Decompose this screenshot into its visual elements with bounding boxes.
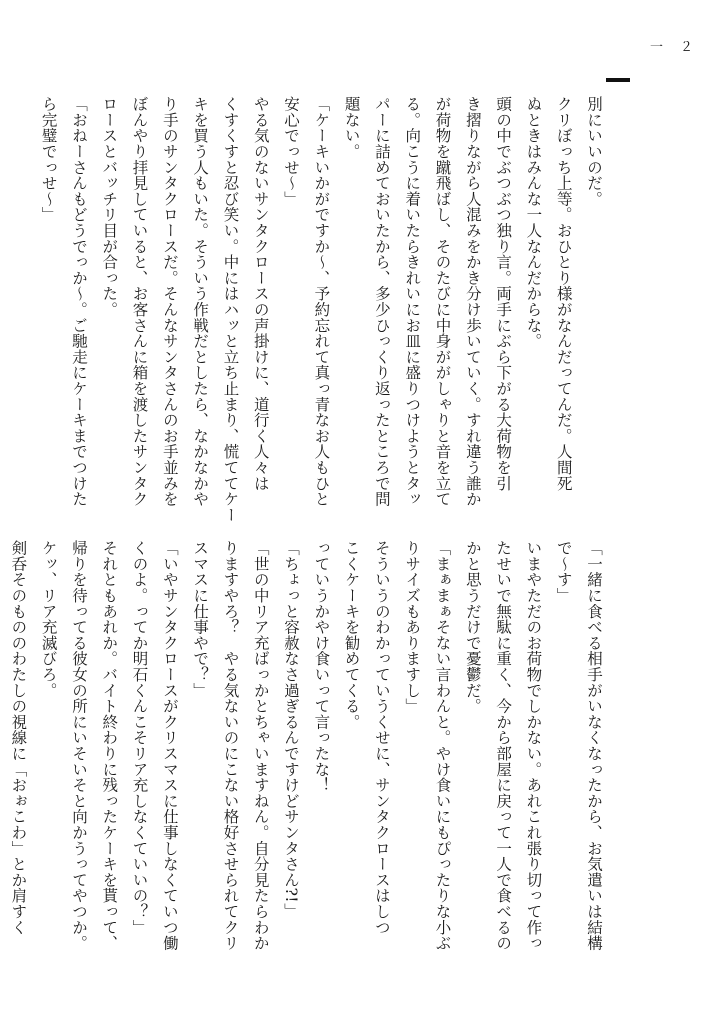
text-line: こくケーキを勧めてくる。 bbox=[342, 540, 361, 730]
text-line: で～す」 bbox=[554, 540, 573, 604]
text-line: が荷物を蹴飛ばし、そのたびに中身ががしゃりと音を立て bbox=[433, 96, 452, 507]
text-line: り手のサンタクロースだ。そんなサンタさんのお手並みを bbox=[160, 96, 179, 507]
text-line: たせいで無駄に重く、今から部屋に戻って一人で食べるの bbox=[494, 540, 513, 951]
text-line: 安心でっせ～」 bbox=[282, 96, 301, 207]
text-line: 「まぁまぁそない言わんと。やけ食いにもぴったりな小ぶ bbox=[433, 540, 452, 951]
upper-text-block bbox=[39, 96, 609, 523]
text-line: パーに詰めておいたから、多少ひっくり返ったところで問 bbox=[372, 96, 391, 507]
text-line: っていうかやけ食いって言ったな！ bbox=[312, 540, 331, 793]
text-line: る。向こうに着いたらきれいにお皿に盛りつけようとタッ bbox=[403, 96, 422, 507]
text-line: くのよ。ってか明石くんこそリア充しなくていいの？」 bbox=[130, 540, 149, 935]
text-line: いまやただのお荷物でしかない。あれこれ張り切って作っ bbox=[524, 540, 543, 951]
text-line: ぬときはみんな一人なんだからな。 bbox=[524, 96, 543, 349]
text-line: ら完璧でっせ～」 bbox=[39, 96, 58, 223]
text-line: 別にいいのだ。 bbox=[585, 96, 603, 207]
text-line: 「おねーさんもどうでっか～。ご馳走にケーキまでつけた bbox=[69, 96, 88, 507]
text-line: やる気のないサンタクロースの声掛けに、道行く人々は bbox=[251, 96, 270, 491]
text-line: 題ない。 bbox=[342, 96, 361, 160]
text-line: そういうのわかっていうくせに、サンタクロースはしつ bbox=[372, 540, 391, 935]
text-line: 頭の中でぶつぶつ独り言。両手にぶら下がる大荷物を引 bbox=[494, 96, 513, 491]
page-number: 一 ２ bbox=[649, 40, 695, 55]
text-line: 帰りを待ってる彼女の所にいそいそと向かうってやつか。 bbox=[69, 540, 88, 951]
text-line: ケッ、リア充滅びろ。 bbox=[39, 540, 58, 698]
text-line: くすくすと忍び笑い。中にはハッと立ち止まり、慌ててケー bbox=[221, 96, 240, 523]
text-line: 「世の中リア充ばっかとちゃいますねん。自分見たらわか bbox=[251, 540, 270, 951]
text-line: ぼんやり拝見していると、お客さんに箱を渡したサンタク bbox=[130, 96, 149, 507]
text-line: スマスに仕事やで？」 bbox=[191, 540, 210, 698]
text-line: かと思うだけで憂鬱だ。 bbox=[463, 540, 482, 714]
chapter-dash bbox=[606, 78, 630, 82]
text-line: き摺りながら人混みをかき分け歩いていく。すれ違う誰か bbox=[463, 96, 482, 507]
text-line: それともあれか。バイト終わりに残ったケーキを貰って、 bbox=[100, 540, 119, 951]
text-line: りますやろ？ やる気ないのにこない格好させられてクリ bbox=[221, 540, 240, 951]
text-line: 「一緒に食べる相手がいなくなったから、お気遣いは結構 bbox=[585, 540, 603, 951]
text-line: 剣呑そのもののわたしの視線に「おぉこわ」とか肩すく bbox=[9, 540, 28, 935]
text-line: キを買う人もいた。そういう作戦だとしたら、なかなかや bbox=[191, 96, 210, 507]
text-line: 「ケーキいかがですか～、予約忘れて真っ青なお人もひと bbox=[312, 96, 331, 507]
text-line: クリぼっち上等。おひとり様がなんだってんだ。人間死 bbox=[554, 96, 573, 491]
text-line: 「ちょっと容赦なさ過ぎるんですけどサンタさん?!」 bbox=[282, 540, 301, 919]
lower-text-block bbox=[9, 540, 609, 951]
text-line: ロースとバッチリ目が合った。 bbox=[100, 96, 119, 318]
text-line: 「いやサンタクロースがクリスマスに仕事しなくていつ働 bbox=[160, 540, 179, 951]
text-line: りサイズもありますし」 bbox=[403, 540, 422, 714]
